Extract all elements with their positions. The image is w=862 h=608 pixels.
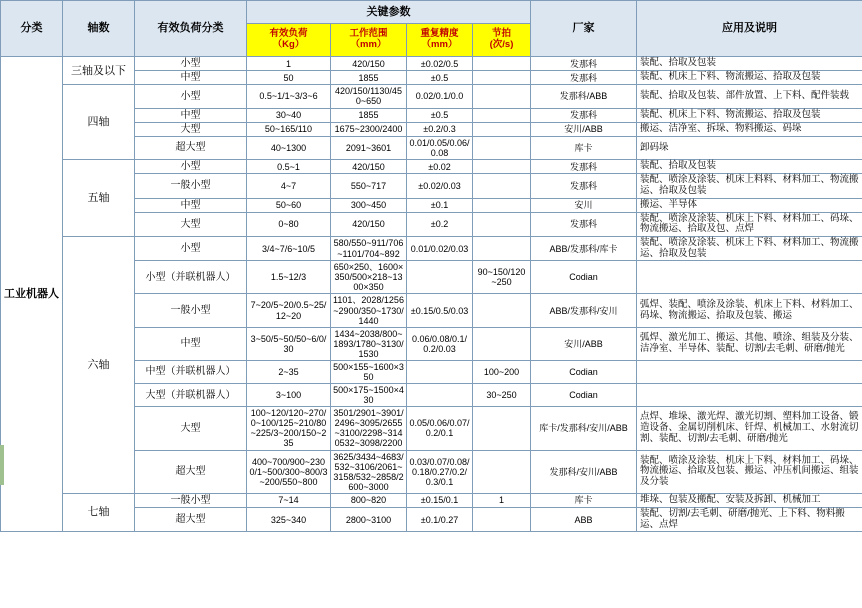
size-cell: 中型 (135, 327, 247, 360)
vendor-cell: 发那科 (531, 57, 637, 71)
repeatability-cell (407, 384, 473, 407)
vendor-cell: 库卡 (531, 136, 637, 159)
header-vendor: 厂家 (531, 1, 637, 57)
table-row (1, 57, 862, 71)
range-cell: 3501/2901~3901/2496~3095/2655~3100/2298~3140532~3098/2200 (331, 407, 407, 450)
range-cell: 420/150/1130/450~650 (331, 85, 407, 108)
payload-cell: 40~1300 (247, 136, 331, 159)
application-cell (637, 360, 862, 383)
payload-cell: 50~165/110 (247, 122, 331, 136)
payload-cell: 400~700/900~2300/1~500/300~800/3~200/550~800 (247, 450, 331, 493)
table-row (1, 236, 862, 260)
application-cell (637, 261, 862, 294)
application-cell: 装配、机床上下料、物流搬运、拾取及包装 (637, 71, 862, 85)
range-cell: 800~820 (331, 493, 407, 507)
size-cell: 大型（并联机器人） (135, 384, 247, 407)
payload-cell: 0.5~1/1~3/3~6 (247, 85, 331, 108)
application-cell: 装配、喷涂及涂装、机床上料料、材料加工、物流搬运、拾取及包装 (637, 174, 862, 198)
range-cell: 420/150 (331, 160, 407, 174)
payload-cell: 2~35 (247, 360, 331, 383)
beat-cell (473, 198, 531, 212)
payload-cell: 7~14 (247, 493, 331, 507)
beat-cell (473, 450, 531, 493)
vendor-cell: 安川/ABB (531, 122, 637, 136)
vendor-cell: 发那科/ABB (531, 85, 637, 108)
repeatability-cell: ±0.1/0.27 (407, 508, 473, 532)
repeatability-cell: 0.02/0.1/0.0 (407, 85, 473, 108)
beat-cell (473, 108, 531, 122)
vendor-cell: ABB/发那科/库卡 (531, 236, 637, 260)
vendor-cell: 安川 (531, 198, 637, 212)
size-cell: 超大型 (135, 508, 247, 532)
repeatability-cell: ±0.02 (407, 160, 473, 174)
beat-cell: 30~250 (473, 384, 531, 407)
header-axis: 轴数 (63, 1, 135, 57)
application-cell: 装配、拾取及包装 (637, 160, 862, 174)
payload-cell: 1 (247, 57, 331, 71)
subheader-range-line1: 工作范围 (349, 28, 388, 40)
range-cell: 1855 (331, 108, 407, 122)
application-cell (637, 384, 862, 407)
range-cell: 420/150 (331, 57, 407, 71)
row-marker (0, 445, 4, 485)
application-cell: 装配、喷涂及涂装、机床上下料、材料加工、码垛、物流搬运、拾取及包装、搬运、冲压机间搬运、组装及分装 (637, 450, 862, 493)
header-category: 分类 (1, 1, 63, 57)
size-cell: 小型 (135, 85, 247, 108)
subheader-repeat-line1: 重复精度 (420, 28, 459, 40)
vendor-cell: 库卡 (531, 493, 637, 507)
subheader-beat-line2: (次/s) (489, 39, 514, 50)
repeatability-cell: 0.03/0.07/0.08/0.18/0.27/0.2/0.3/0.1 (407, 450, 473, 493)
size-cell: 小型 (135, 160, 247, 174)
size-cell: 大型 (135, 407, 247, 450)
repeatability-cell: ±0.1 (407, 198, 473, 212)
application-cell: 装配、机床上下料、物流搬运、拾取及包装 (637, 108, 862, 122)
size-cell: 一般小型 (135, 174, 247, 198)
application-cell: 搬运、半导体 (637, 198, 862, 212)
size-cell: 超大型 (135, 136, 247, 159)
vendor-cell: 发那科 (531, 174, 637, 198)
subheader-beat (473, 24, 531, 57)
range-cell: 500×175~1500×430 (331, 384, 407, 407)
repeatability-cell (407, 360, 473, 383)
beat-cell (473, 212, 531, 236)
size-cell: 一般小型 (135, 294, 247, 327)
axis-cell: 七轴 (63, 493, 135, 531)
payload-cell: 3/4~7/6~10/5 (247, 236, 331, 260)
vendor-cell: 发那科 (531, 71, 637, 85)
application-cell: 搬运、洁净室、拆垛、物料搬运、码垛 (637, 122, 862, 136)
repeatability-cell: 0.05/0.06/0.07/0.2/0.1 (407, 407, 473, 450)
vendor-cell: Codian (531, 360, 637, 383)
subheader-payload (247, 24, 331, 57)
range-cell: 420/150 (331, 212, 407, 236)
application-cell: 装配、喷涂及涂装、机床上下料、材料加工、码垛、物流搬运、拾取及包、点焊 (637, 212, 862, 236)
payload-cell: 3~100 (247, 384, 331, 407)
repeatability-cell: ±0.5 (407, 71, 473, 85)
vendor-cell: 发那科 (531, 212, 637, 236)
beat-cell (473, 294, 531, 327)
beat-cell (473, 122, 531, 136)
vendor-cell: 库卡/发那科/安川/ABB (531, 407, 637, 450)
vendor-cell: ABB/发那科/安川 (531, 294, 637, 327)
subheader-payload-line2: （Kg） (272, 39, 305, 50)
repeatability-cell: ±0.02/0.5 (407, 57, 473, 71)
payload-cell: 0~80 (247, 212, 331, 236)
range-cell: 550~717 (331, 174, 407, 198)
category-cell: 工业机器人 (1, 57, 63, 532)
repeatability-cell: 0.01/0.02/0.03 (407, 236, 473, 260)
axis-cell: 四轴 (63, 85, 135, 160)
beat-cell: 100~200 (473, 360, 531, 383)
repeatability-cell: ±0.15/0.1 (407, 493, 473, 507)
payload-cell: 50 (247, 71, 331, 85)
payload-cell: 50~60 (247, 198, 331, 212)
payload-cell: 30~40 (247, 108, 331, 122)
payload-cell: 0.5~1 (247, 160, 331, 174)
repeatability-cell: ±0.02/0.03 (407, 174, 473, 198)
application-cell: 装配、喷涂及涂装、机床上下料、材料加工、物流搬运、拾取及包装 (637, 236, 862, 260)
header-payload-class: 有效负荷分类 (135, 1, 247, 57)
payload-cell: 325~340 (247, 508, 331, 532)
beat-cell (473, 160, 531, 174)
size-cell: 大型 (135, 212, 247, 236)
beat-cell (473, 57, 531, 71)
subheader-range-line2: （mm） (350, 39, 387, 50)
axis-cell: 三轴及以下 (63, 57, 135, 85)
range-cell: 300~450 (331, 198, 407, 212)
subheader-beat-line1: 节拍 (491, 28, 511, 40)
table-row (1, 493, 862, 507)
table-header-row (1, 1, 862, 24)
vendor-cell: 安川/ABB (531, 327, 637, 360)
vendor-cell: 发那科 (531, 160, 637, 174)
size-cell: 小型 (135, 57, 247, 71)
range-cell: 2091~3601 (331, 136, 407, 159)
repeatability-cell: ±0.2/0.3 (407, 122, 473, 136)
range-cell: 1434~2038/800~1893/1780~3130/1530 (331, 327, 407, 360)
payload-cell: 3~50/5~50/50~6/0/30 (247, 327, 331, 360)
repeatability-cell (407, 261, 473, 294)
payload-cell: 100~120/120~270/0~100/125~210/80~225/3~200/150~235 (247, 407, 331, 450)
application-cell: 卸码垛 (637, 136, 862, 159)
vendor-cell: Codian (531, 261, 637, 294)
application-cell: 装配、拾取及包装、部件放置、上下料、配件装载 (637, 85, 862, 108)
range-cell: 3625/3434~4683/532~3106/2061~3158/532~2858/2600~3000 (331, 450, 407, 493)
axis-cell: 六轴 (63, 236, 135, 493)
range-cell: 1855 (331, 71, 407, 85)
beat-cell: 1 (473, 493, 531, 507)
range-cell: 650×250、1600×350/500×218~1300×350 (331, 261, 407, 294)
repeatability-cell: ±0.15/0.5/0.03 (407, 294, 473, 327)
beat-cell (473, 174, 531, 198)
beat-cell: 90~150/120~250 (473, 261, 531, 294)
repeatability-cell: ±0.2 (407, 212, 473, 236)
vendor-cell: Codian (531, 384, 637, 407)
header-key-params: 关键参数 (247, 1, 531, 24)
application-cell: 弧焊、装配、喷涂及涂装、机床上下料、材料加工、码垛、物流搬运、拾取及包装、搬运 (637, 294, 862, 327)
size-cell: 中型（并联机器人） (135, 360, 247, 383)
table-row (1, 160, 862, 174)
application-cell: 装配、拾取及包装 (637, 57, 862, 71)
beat-cell (473, 136, 531, 159)
size-cell: 中型 (135, 71, 247, 85)
application-cell: 装配、切割/去毛刺、研磨/抛光、上下料、物料搬运、点焊 (637, 508, 862, 532)
size-cell: 一般小型 (135, 493, 247, 507)
axis-cell: 五轴 (63, 160, 135, 237)
size-cell: 小型 (135, 236, 247, 260)
beat-cell (473, 236, 531, 260)
size-cell: 中型 (135, 108, 247, 122)
subheader-range (331, 24, 407, 57)
size-cell: 大型 (135, 122, 247, 136)
beat-cell (473, 71, 531, 85)
subheader-repeatability (407, 24, 473, 57)
application-cell: 点焊、堆垛、激光焊、激光切割、塑料加工设备、锻造设备、金属切削机床、钎焊、机械加工、水射流切割、装配、切割/去毛刺、研磨/抛光 (637, 407, 862, 450)
size-cell: 中型 (135, 198, 247, 212)
range-cell: 580/550~911/706~1101/704~892 (331, 236, 407, 260)
range-cell: 1675~2300/2400 (331, 122, 407, 136)
subheader-repeat-line2: （mm） (421, 39, 458, 50)
repeatability-cell: ±0.5 (407, 108, 473, 122)
size-cell: 超大型 (135, 450, 247, 493)
header-application: 应用及说明 (637, 1, 862, 57)
vendor-cell: 发那科/安川/ABB (531, 450, 637, 493)
range-cell: 2800~3100 (331, 508, 407, 532)
vendor-cell: 发那科 (531, 108, 637, 122)
beat-cell (473, 85, 531, 108)
beat-cell (473, 327, 531, 360)
size-cell: 小型（并联机器人） (135, 261, 247, 294)
application-cell: 弧焊、激光加工、搬运、其他、喷涂、组装及分装、洁净室、半导体、装配、切割/去毛刺、研磨/抛光 (637, 327, 862, 360)
range-cell: 500×155~1600×350 (331, 360, 407, 383)
payload-cell: 1.5~12/3 (247, 261, 331, 294)
repeatability-cell: 0.01/0.05/0.06/0.08 (407, 136, 473, 159)
repeatability-cell: 0.06/0.08/0.1/0.2/0.03 (407, 327, 473, 360)
vendor-cell: ABB (531, 508, 637, 532)
application-cell: 堆垛、包装及搬配、安装及拆卸、机械加工 (637, 493, 862, 507)
beat-cell (473, 508, 531, 532)
beat-cell (473, 407, 531, 450)
payload-cell: 7~20/5~20/0.5~25/12~20 (247, 294, 331, 327)
table-row (1, 85, 862, 108)
range-cell: 1101、2028/1256~2900/350~1730/1440 (331, 294, 407, 327)
subheader-payload-line1: 有效负荷 (269, 28, 308, 40)
payload-cell: 4~7 (247, 174, 331, 198)
